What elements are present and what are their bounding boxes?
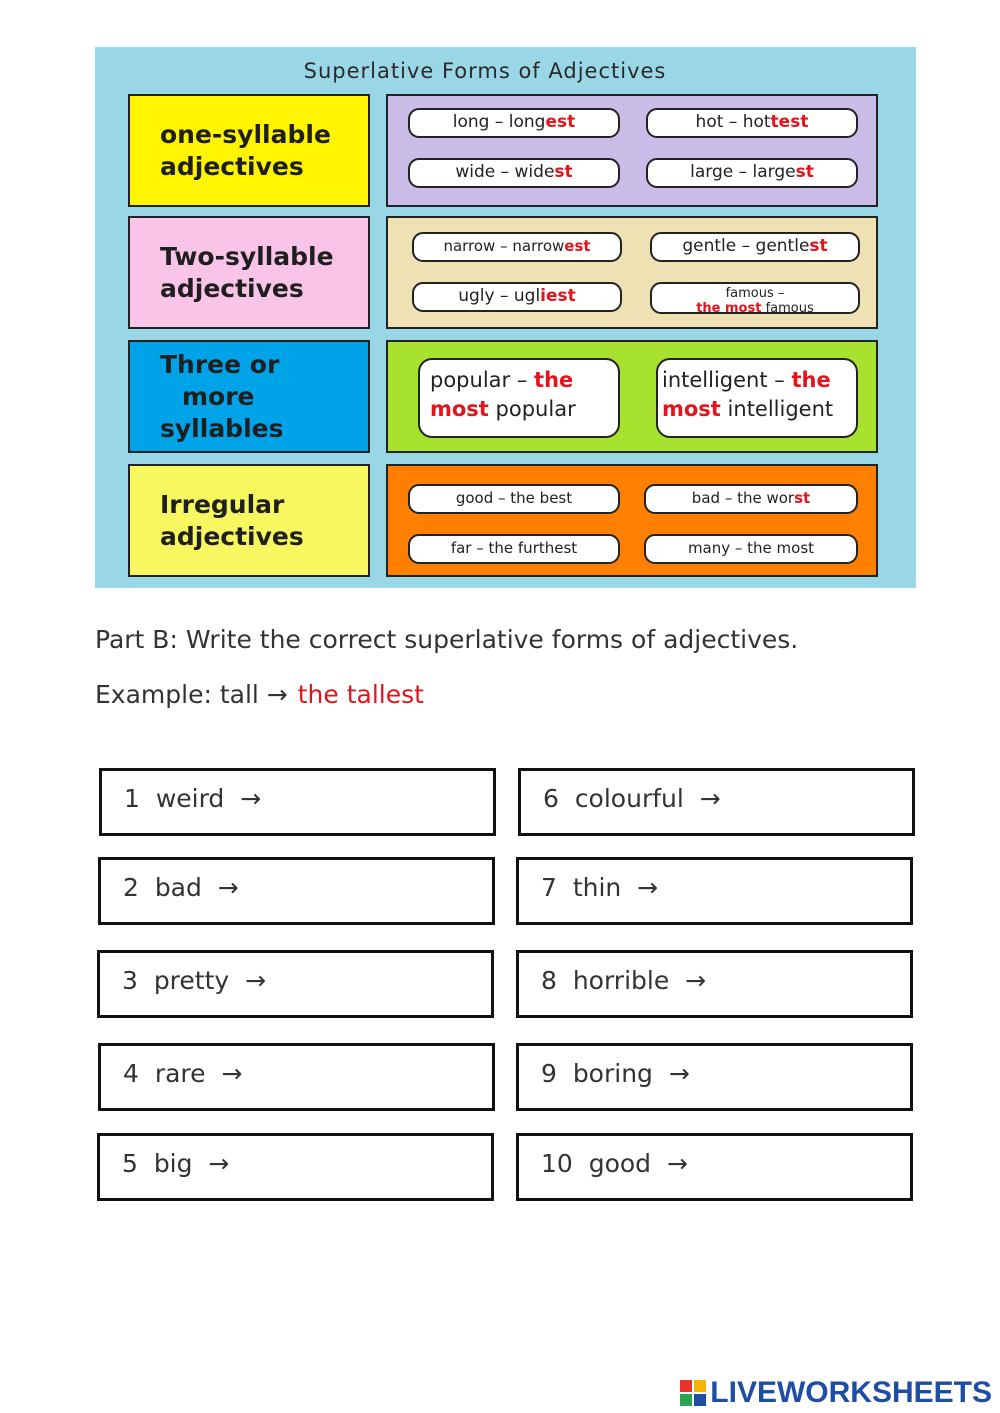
category-three-syllables: Three or more syllables xyxy=(128,340,370,453)
example-pill: bad – the worst xyxy=(644,484,858,514)
panel-irregular xyxy=(386,464,878,577)
answer-input-6[interactable] xyxy=(729,787,883,814)
answer-input-4[interactable] xyxy=(250,1062,454,1089)
category-irregular: Irregular adjectives xyxy=(128,464,370,577)
example-answer: the tallest xyxy=(297,680,424,709)
example-pill: hot – hottest xyxy=(646,108,858,138)
example-pill: far – the furthest xyxy=(408,534,620,564)
question-box-7: 7 thin → xyxy=(516,857,913,925)
liveworksheets-logo xyxy=(680,1376,992,1410)
example-pill: long – longest xyxy=(408,108,620,138)
question-box-8: 8 horrible → xyxy=(516,950,913,1018)
category-one-syllable: one-syllable adjectives xyxy=(128,94,370,207)
category-two-syllable: Two-syllable adjectives xyxy=(128,216,370,329)
example-pill: large – largest xyxy=(646,158,858,188)
answer-input-10[interactable] xyxy=(696,1152,880,1179)
chart-title: Superlative Forms of Adjectives xyxy=(303,59,667,83)
adjectives-chart xyxy=(95,47,916,588)
panel-two-syllable xyxy=(386,216,878,329)
question-box-6: 6 colourful → xyxy=(518,768,915,836)
answer-input-8[interactable] xyxy=(714,969,888,996)
example-line xyxy=(95,680,424,709)
example-label: Example: tall → xyxy=(95,680,288,709)
part-b-instruction: Part B: Write the correct superlative forms of adjectives. xyxy=(95,625,799,654)
question-box-10: 10 good → xyxy=(516,1133,913,1201)
panel-three-syllables xyxy=(386,340,878,453)
answer-input-3[interactable] xyxy=(274,969,478,996)
answer-input-7[interactable] xyxy=(666,876,870,903)
panel-one-syllable xyxy=(386,94,878,207)
question-box-5: 5 big → xyxy=(97,1133,494,1201)
example-pill: intelligent – the most intelligent xyxy=(656,358,858,438)
question-box-2: 2 bad → xyxy=(98,857,495,925)
example-pill: famous – the most famous xyxy=(650,282,860,314)
logo-text: LIVEWORKSHEETS xyxy=(710,1376,992,1409)
question-box-1: 1 weird → xyxy=(99,768,496,836)
example-pill: narrow – narrowest xyxy=(412,232,622,262)
answer-input-1[interactable] xyxy=(269,787,473,814)
example-pill: good – the best xyxy=(408,484,620,514)
example-pill: wide – widest xyxy=(408,158,620,188)
answer-input-2[interactable] xyxy=(247,876,451,903)
question-box-9: 9 boring → xyxy=(516,1043,913,1111)
answer-input-9[interactable] xyxy=(698,1062,882,1089)
example-pill: ugly – ugliest xyxy=(412,282,622,312)
example-pill: gentle – gentlest xyxy=(650,232,860,262)
logo-mark-icon xyxy=(680,1380,706,1406)
answer-input-5[interactable] xyxy=(237,1152,441,1179)
question-box-4: 4 rare → xyxy=(98,1043,495,1111)
question-box-3: 3 pretty → xyxy=(97,950,494,1018)
example-pill: many – the most xyxy=(644,534,858,564)
example-pill: popular – the most popular xyxy=(418,358,620,438)
